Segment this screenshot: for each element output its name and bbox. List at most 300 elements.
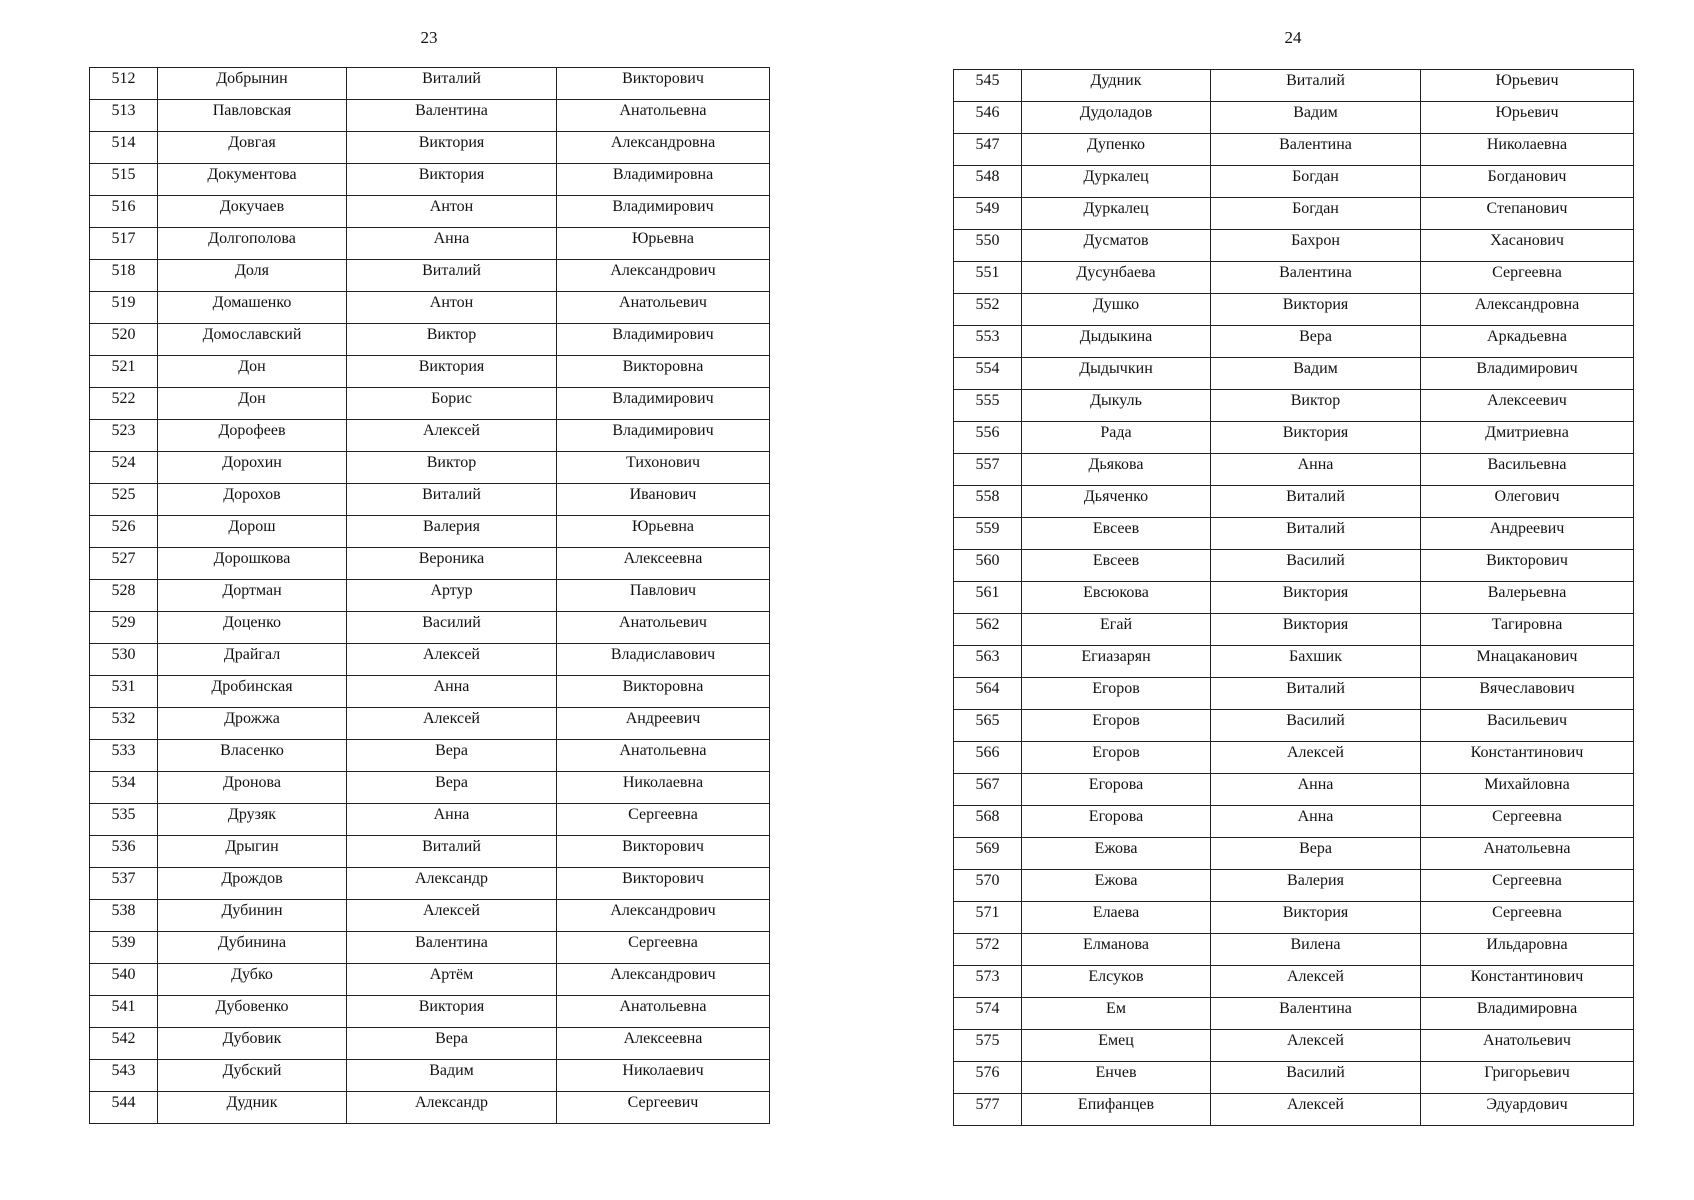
row-number-cell: 571 <box>954 902 1022 934</box>
row-number-cell: 553 <box>954 326 1022 358</box>
row-number-cell: 522 <box>90 388 158 420</box>
first-name-cell: Виктория <box>1211 614 1421 646</box>
patronymic-cell: Тихонович <box>557 452 770 484</box>
table-row <box>954 614 1634 646</box>
table-row <box>954 102 1634 134</box>
table-row <box>954 550 1634 582</box>
last-name-cell: Дубинина <box>158 932 347 964</box>
patronymic-cell: Алексеевна <box>557 548 770 580</box>
table-row <box>954 486 1634 518</box>
patronymic-cell: Константинович <box>1421 742 1634 774</box>
first-name-cell: Алексей <box>347 708 557 740</box>
row-number-cell: 532 <box>90 708 158 740</box>
first-name-cell: Вера <box>347 740 557 772</box>
row-number-cell: 524 <box>90 452 158 484</box>
patronymic-cell: Сергеевна <box>1421 902 1634 934</box>
last-name-cell: Дортман <box>158 580 347 612</box>
patronymic-cell: Анатольевич <box>1421 1030 1634 1062</box>
row-number-cell: 540 <box>90 964 158 996</box>
patronymic-cell: Владимирович <box>557 388 770 420</box>
last-name-cell: Рада <box>1022 422 1211 454</box>
last-name-cell: Доценко <box>158 612 347 644</box>
table-row <box>954 262 1634 294</box>
table-row <box>954 422 1634 454</box>
table-row <box>90 644 770 676</box>
last-name-cell: Павловская <box>158 100 347 132</box>
patronymic-cell: Дмитриевна <box>1421 422 1634 454</box>
row-number-cell: 512 <box>90 68 158 100</box>
first-name-cell: Виктория <box>1211 582 1421 614</box>
first-name-cell: Борис <box>347 388 557 420</box>
first-name-cell: Виталий <box>347 836 557 868</box>
last-name-cell: Дудник <box>158 1092 347 1124</box>
table-row <box>90 708 770 740</box>
first-name-cell: Виктор <box>347 324 557 356</box>
row-number-cell: 563 <box>954 646 1022 678</box>
last-name-cell: Дыкуль <box>1022 390 1211 422</box>
last-name-cell: Документова <box>158 164 347 196</box>
row-number-cell: 551 <box>954 262 1022 294</box>
last-name-cell: Евсюкова <box>1022 582 1211 614</box>
row-number-cell: 574 <box>954 998 1022 1030</box>
first-name-cell: Антон <box>347 196 557 228</box>
table-row <box>954 582 1634 614</box>
names-table <box>953 69 1634 1126</box>
first-name-cell: Анна <box>347 228 557 260</box>
first-name-cell: Валентина <box>347 932 557 964</box>
first-name-cell: Анна <box>1211 454 1421 486</box>
patronymic-cell: Эдуардович <box>1421 1094 1634 1126</box>
table-row <box>954 806 1634 838</box>
first-name-cell: Виталий <box>1211 678 1421 710</box>
row-number-cell: 515 <box>90 164 158 196</box>
last-name-cell: Егорова <box>1022 774 1211 806</box>
row-number-cell: 546 <box>954 102 1022 134</box>
first-name-cell: Виктория <box>1211 294 1421 326</box>
patronymic-cell: Анатольевна <box>557 100 770 132</box>
first-name-cell: Валерия <box>1211 870 1421 902</box>
table-row <box>90 292 770 324</box>
last-name-cell: Дрыгин <box>158 836 347 868</box>
row-number-cell: 537 <box>90 868 158 900</box>
last-name-cell: Дорохов <box>158 484 347 516</box>
row-number-cell: 521 <box>90 356 158 388</box>
last-name-cell: Дьякова <box>1022 454 1211 486</box>
last-name-cell: Дыдычкин <box>1022 358 1211 390</box>
first-name-cell: Валентина <box>1211 262 1421 294</box>
table-row <box>90 1028 770 1060</box>
last-name-cell: Дорофеев <box>158 420 347 452</box>
last-name-cell: Егай <box>1022 614 1211 646</box>
first-name-cell: Виталий <box>347 260 557 292</box>
patronymic-cell: Вячеславович <box>1421 678 1634 710</box>
table-row <box>954 870 1634 902</box>
table-row <box>954 326 1634 358</box>
first-name-cell: Бахрон <box>1211 230 1421 262</box>
row-number-cell: 560 <box>954 550 1022 582</box>
patronymic-cell: Григорьевич <box>1421 1062 1634 1094</box>
first-name-cell: Александр <box>347 868 557 900</box>
last-name-cell: Елаева <box>1022 902 1211 934</box>
row-number-cell: 564 <box>954 678 1022 710</box>
last-name-cell: Елманова <box>1022 934 1211 966</box>
first-name-cell: Василий <box>347 612 557 644</box>
last-name-cell: Емец <box>1022 1030 1211 1062</box>
patronymic-cell: Мнацаканович <box>1421 646 1634 678</box>
row-number-cell: 536 <box>90 836 158 868</box>
patronymic-cell: Валерьевна <box>1421 582 1634 614</box>
last-name-cell: Дон <box>158 388 347 420</box>
row-number-cell: 534 <box>90 772 158 804</box>
row-number-cell: 526 <box>90 516 158 548</box>
first-name-cell: Виталий <box>347 68 557 100</box>
first-name-cell: Анна <box>1211 774 1421 806</box>
row-number-cell: 525 <box>90 484 158 516</box>
first-name-cell: Вера <box>1211 838 1421 870</box>
row-number-cell: 528 <box>90 580 158 612</box>
table-row <box>90 772 770 804</box>
last-name-cell: Душко <box>1022 294 1211 326</box>
last-name-cell: Дыдыкина <box>1022 326 1211 358</box>
row-number-cell: 549 <box>954 198 1022 230</box>
table-row <box>954 998 1634 1030</box>
patronymic-cell: Александрович <box>557 964 770 996</box>
first-name-cell: Валентина <box>347 100 557 132</box>
last-name-cell: Евсеев <box>1022 550 1211 582</box>
row-number-cell: 545 <box>954 70 1022 102</box>
table-row <box>954 902 1634 934</box>
table-row <box>90 324 770 356</box>
last-name-cell: Дуркалец <box>1022 198 1211 230</box>
table-row <box>90 452 770 484</box>
patronymic-cell: Васильевна <box>1421 454 1634 486</box>
table-row <box>954 358 1634 390</box>
patronymic-cell: Владимировна <box>1421 998 1634 1030</box>
last-name-cell: Доля <box>158 260 347 292</box>
first-name-cell: Бахшик <box>1211 646 1421 678</box>
table-row <box>90 420 770 452</box>
last-name-cell: Дусунбаева <box>1022 262 1211 294</box>
row-number-cell: 547 <box>954 134 1022 166</box>
last-name-cell: Егоров <box>1022 678 1211 710</box>
patronymic-cell: Сергеевна <box>1421 262 1634 294</box>
last-name-cell: Дубовенко <box>158 996 347 1028</box>
table-row <box>954 166 1634 198</box>
row-number-cell: 518 <box>90 260 158 292</box>
first-name-cell: Виктор <box>347 452 557 484</box>
last-name-cell: Дубский <box>158 1060 347 1092</box>
patronymic-cell: Александровна <box>1421 294 1634 326</box>
last-name-cell: Дубко <box>158 964 347 996</box>
first-name-cell: Анна <box>1211 806 1421 838</box>
first-name-cell: Артём <box>347 964 557 996</box>
row-number-cell: 530 <box>90 644 158 676</box>
names-table-body <box>90 68 770 1124</box>
patronymic-cell: Андреевич <box>1421 518 1634 550</box>
row-number-cell: 514 <box>90 132 158 164</box>
row-number-cell: 523 <box>90 420 158 452</box>
row-number-cell: 533 <box>90 740 158 772</box>
first-name-cell: Виталий <box>1211 486 1421 518</box>
row-number-cell: 572 <box>954 934 1022 966</box>
first-name-cell: Алексей <box>347 420 557 452</box>
last-name-cell: Добрынин <box>158 68 347 100</box>
table-row <box>90 580 770 612</box>
row-number-cell: 516 <box>90 196 158 228</box>
row-number-cell: 577 <box>954 1094 1022 1126</box>
first-name-cell: Василий <box>1211 1062 1421 1094</box>
last-name-cell: Докучаев <box>158 196 347 228</box>
patronymic-cell: Тагировна <box>1421 614 1634 646</box>
patronymic-cell: Викторович <box>557 68 770 100</box>
first-name-cell: Алексей <box>1211 966 1421 998</box>
last-name-cell: Довгая <box>158 132 347 164</box>
patronymic-cell: Анатольевна <box>1421 838 1634 870</box>
row-number-cell: 554 <box>954 358 1022 390</box>
last-name-cell: Елсуков <box>1022 966 1211 998</box>
patronymic-cell: Константинович <box>1421 966 1634 998</box>
table-row <box>90 1060 770 1092</box>
table-row <box>954 646 1634 678</box>
table-row <box>90 1092 770 1124</box>
table-row <box>954 390 1634 422</box>
last-name-cell: Дрожжа <box>158 708 347 740</box>
patronymic-cell: Викторовна <box>557 676 770 708</box>
table-row <box>90 932 770 964</box>
page-number: 23 <box>420 28 438 47</box>
patronymic-cell: Юрьевич <box>1421 102 1634 134</box>
first-name-cell: Виктория <box>347 996 557 1028</box>
row-number-cell: 562 <box>954 614 1022 646</box>
row-number-cell: 519 <box>90 292 158 324</box>
first-name-cell: Вилена <box>1211 934 1421 966</box>
patronymic-cell: Александровна <box>557 132 770 164</box>
table-row <box>90 740 770 772</box>
first-name-cell: Валентина <box>1211 998 1421 1030</box>
first-name-cell: Валерия <box>347 516 557 548</box>
patronymic-cell: Юрьевич <box>1421 70 1634 102</box>
table-row <box>90 996 770 1028</box>
table-row <box>954 1094 1634 1126</box>
last-name-cell: Друзяк <box>158 804 347 836</box>
table-row <box>954 774 1634 806</box>
row-number-cell: 575 <box>954 1030 1022 1062</box>
patronymic-cell: Андреевич <box>557 708 770 740</box>
patronymic-cell: Павлович <box>557 580 770 612</box>
first-name-cell: Виталий <box>1211 70 1421 102</box>
table-row <box>954 518 1634 550</box>
row-number-cell: 570 <box>954 870 1022 902</box>
last-name-cell: Енчев <box>1022 1062 1211 1094</box>
first-name-cell: Александр <box>347 1092 557 1124</box>
first-name-cell: Виктория <box>347 356 557 388</box>
patronymic-cell: Николаевна <box>1421 134 1634 166</box>
first-name-cell: Антон <box>347 292 557 324</box>
table-row <box>90 804 770 836</box>
patronymic-cell: Александрович <box>557 260 770 292</box>
patronymic-cell: Николаевна <box>557 772 770 804</box>
last-name-cell: Епифанцев <box>1022 1094 1211 1126</box>
patronymic-cell: Владиславович <box>557 644 770 676</box>
last-name-cell: Домославский <box>158 324 347 356</box>
patronymic-cell: Алексеевна <box>557 1028 770 1060</box>
first-name-cell: Вероника <box>347 548 557 580</box>
first-name-cell: Вадим <box>1211 358 1421 390</box>
row-number-cell: 548 <box>954 166 1022 198</box>
row-number-cell: 542 <box>90 1028 158 1060</box>
row-number-cell: 531 <box>90 676 158 708</box>
patronymic-cell: Богданович <box>1421 166 1634 198</box>
patronymic-cell: Юрьевна <box>557 228 770 260</box>
patronymic-cell: Владимирович <box>557 196 770 228</box>
row-number-cell: 527 <box>90 548 158 580</box>
last-name-cell: Егорова <box>1022 806 1211 838</box>
table-row <box>90 900 770 932</box>
row-number-cell: 558 <box>954 486 1022 518</box>
table-row <box>90 260 770 292</box>
table-row <box>90 676 770 708</box>
row-number-cell: 565 <box>954 710 1022 742</box>
table-row <box>954 710 1634 742</box>
patronymic-cell: Анатольевич <box>557 612 770 644</box>
row-number-cell: 566 <box>954 742 1022 774</box>
patronymic-cell: Иванович <box>557 484 770 516</box>
patronymic-cell: Владимировна <box>557 164 770 196</box>
last-name-cell: Ежова <box>1022 838 1211 870</box>
first-name-cell: Виктор <box>1211 390 1421 422</box>
last-name-cell: Дудоладов <box>1022 102 1211 134</box>
last-name-cell: Ем <box>1022 998 1211 1030</box>
patronymic-cell: Владимирович <box>557 420 770 452</box>
first-name-cell: Алексей <box>1211 1030 1421 1062</box>
names-table <box>89 67 770 1124</box>
first-name-cell: Вера <box>347 1028 557 1060</box>
first-name-cell: Виктория <box>347 164 557 196</box>
row-number-cell: 543 <box>90 1060 158 1092</box>
table-row <box>954 678 1634 710</box>
patronymic-cell: Хасанович <box>1421 230 1634 262</box>
first-name-cell: Василий <box>1211 550 1421 582</box>
first-name-cell: Алексей <box>1211 1094 1421 1126</box>
first-name-cell: Анна <box>347 676 557 708</box>
patronymic-cell: Викторович <box>557 868 770 900</box>
table-row <box>90 836 770 868</box>
row-number-cell: 541 <box>90 996 158 1028</box>
patronymic-cell: Александрович <box>557 900 770 932</box>
patronymic-cell: Сергеевна <box>1421 806 1634 838</box>
patronymic-cell: Михайловна <box>1421 774 1634 806</box>
last-name-cell: Егиазарян <box>1022 646 1211 678</box>
row-number-cell: 513 <box>90 100 158 132</box>
row-number-cell: 538 <box>90 900 158 932</box>
row-number-cell: 557 <box>954 454 1022 486</box>
patronymic-cell: Сергеевна <box>557 804 770 836</box>
table-row <box>90 868 770 900</box>
row-number-cell: 529 <box>90 612 158 644</box>
table-row <box>954 294 1634 326</box>
first-name-cell: Богдан <box>1211 198 1421 230</box>
row-number-cell: 539 <box>90 932 158 964</box>
last-name-cell: Дусматов <box>1022 230 1211 262</box>
patronymic-cell: Олегович <box>1421 486 1634 518</box>
first-name-cell: Вадим <box>1211 102 1421 134</box>
first-name-cell: Василий <box>1211 710 1421 742</box>
last-name-cell: Долгополова <box>158 228 347 260</box>
table-row <box>90 356 770 388</box>
first-name-cell: Богдан <box>1211 166 1421 198</box>
table-row <box>90 612 770 644</box>
table-row <box>90 388 770 420</box>
table-row <box>954 966 1634 998</box>
last-name-cell: Дорохин <box>158 452 347 484</box>
patronymic-cell: Степанович <box>1421 198 1634 230</box>
last-name-cell: Егоров <box>1022 710 1211 742</box>
last-name-cell: Ежова <box>1022 870 1211 902</box>
table-row <box>90 484 770 516</box>
row-number-cell: 573 <box>954 966 1022 998</box>
last-name-cell: Евсеев <box>1022 518 1211 550</box>
last-name-cell: Дубовик <box>158 1028 347 1060</box>
first-name-cell: Вадим <box>347 1060 557 1092</box>
last-name-cell: Дорошкова <box>158 548 347 580</box>
row-number-cell: 559 <box>954 518 1022 550</box>
table-row <box>954 934 1634 966</box>
patronymic-cell: Викторович <box>1421 550 1634 582</box>
last-name-cell: Дрождов <box>158 868 347 900</box>
first-name-cell: Виктория <box>1211 902 1421 934</box>
patronymic-cell: Сергеевна <box>557 932 770 964</box>
first-name-cell: Алексей <box>1211 742 1421 774</box>
row-number-cell: 568 <box>954 806 1022 838</box>
patronymic-cell: Ильдаровна <box>1421 934 1634 966</box>
table-row <box>90 196 770 228</box>
last-name-cell: Дупенко <box>1022 134 1211 166</box>
table-row <box>90 164 770 196</box>
first-name-cell: Анна <box>347 804 557 836</box>
patronymic-cell: Викторович <box>557 836 770 868</box>
table-row <box>954 70 1634 102</box>
first-name-cell: Вера <box>1211 326 1421 358</box>
table-row <box>90 100 770 132</box>
row-number-cell: 552 <box>954 294 1022 326</box>
patronymic-cell: Владимирович <box>1421 358 1634 390</box>
first-name-cell: Виталий <box>347 484 557 516</box>
last-name-cell: Дудник <box>1022 70 1211 102</box>
last-name-cell: Егоров <box>1022 742 1211 774</box>
last-name-cell: Дон <box>158 356 347 388</box>
table-row <box>954 742 1634 774</box>
last-name-cell: Дорош <box>158 516 347 548</box>
row-number-cell: 561 <box>954 582 1022 614</box>
row-number-cell: 556 <box>954 422 1022 454</box>
patronymic-cell: Аркадьевна <box>1421 326 1634 358</box>
patronymic-cell: Викторовна <box>557 356 770 388</box>
table-row <box>954 198 1634 230</box>
page-number: 24 <box>1284 28 1302 47</box>
last-name-cell: Драйгал <box>158 644 347 676</box>
table-row <box>90 132 770 164</box>
row-number-cell: 535 <box>90 804 158 836</box>
first-name-cell: Алексей <box>347 900 557 932</box>
first-name-cell: Виктория <box>1211 422 1421 454</box>
patronymic-cell: Анатольевна <box>557 740 770 772</box>
row-number-cell: 544 <box>90 1092 158 1124</box>
patronymic-cell: Анатольевна <box>557 996 770 1028</box>
row-number-cell: 555 <box>954 390 1022 422</box>
first-name-cell: Виктория <box>347 132 557 164</box>
table-row <box>954 1062 1634 1094</box>
last-name-cell: Домашенко <box>158 292 347 324</box>
